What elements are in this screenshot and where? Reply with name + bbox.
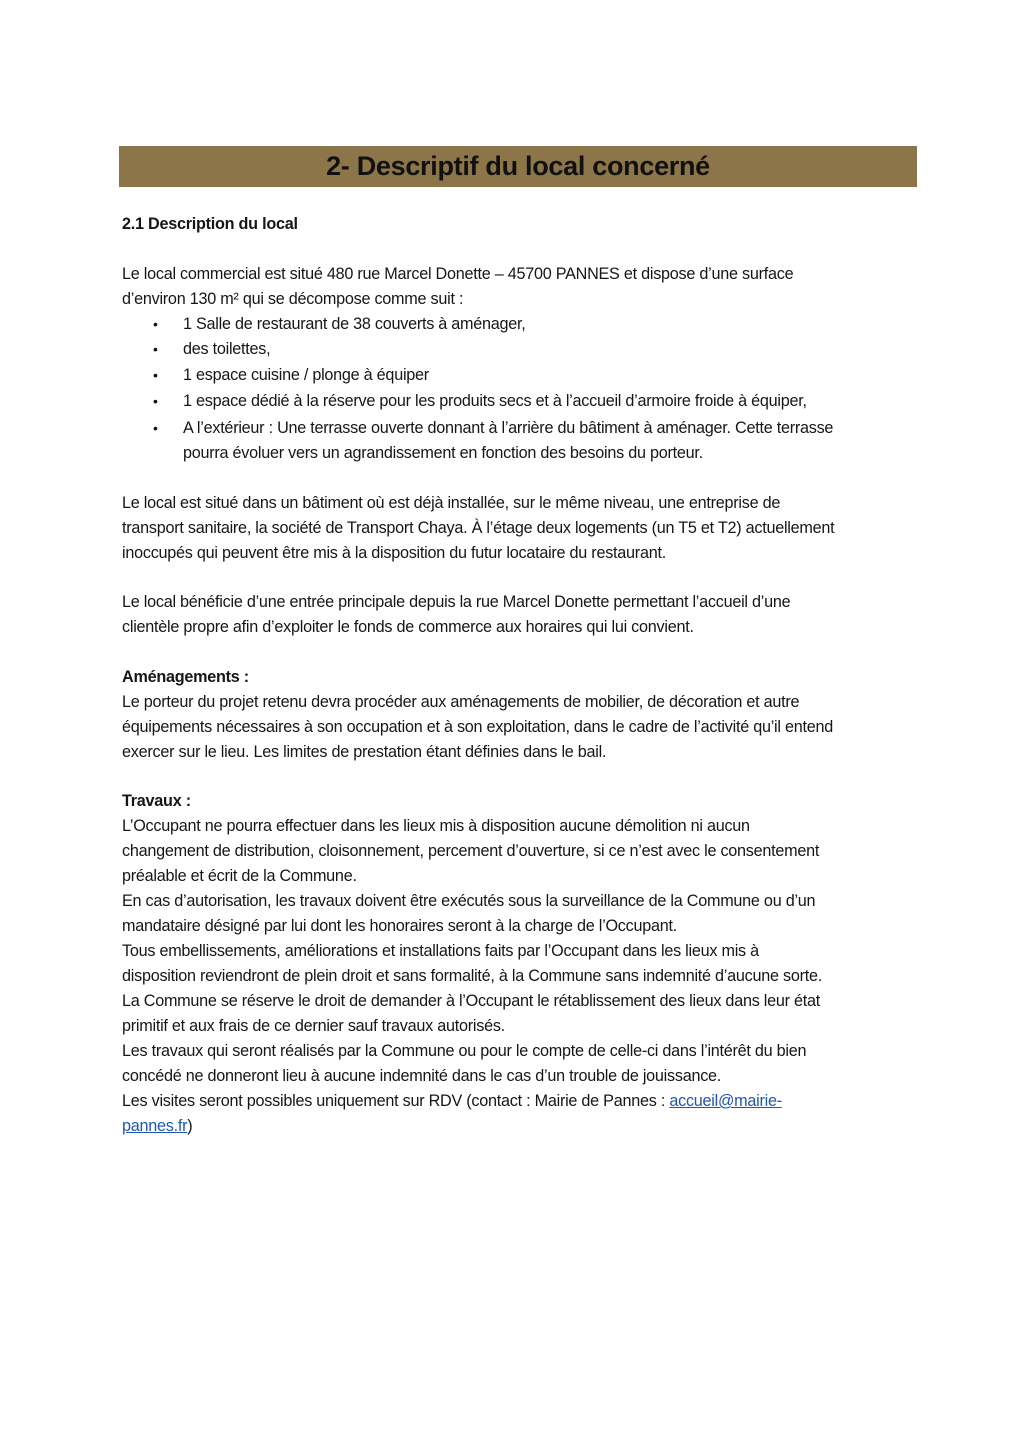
visits-line-continuation [122, 1114, 192, 1139]
paragraph-line: En cas d’autorisation, les travaux doivent être exécutés sous la surveillance de la Commune ou d’un [122, 892, 816, 910]
visits-line [122, 1089, 782, 1114]
paragraph-line: exercer sur le lieu. Les limites de prestation étant définies dans le bail. [122, 743, 607, 761]
paragraph-line: clientèle propre afin d’exploiter le fonds de commerce aux horaires qui lui convient. [122, 618, 694, 636]
visits-text: Les visites seront possibles uniquement sur RDV (contact : Mairie de Pannes : [122, 1092, 670, 1110]
paragraph-line: Tous embellissements, améliorations et installations faits par l’Occupant dans les lieux mis à [122, 942, 759, 960]
list-item: 1 espace dédié à la réserve pour les produits secs et à l’accueil d’armoire froide à équiper, [183, 392, 807, 410]
paragraph-line: L’Occupant ne pourra effectuer dans les lieux mis à disposition aucune démolition ni aucun [122, 817, 750, 835]
email-link[interactable]: accueil@mairie- [669, 1092, 782, 1110]
paragraph-line: préalable et écrit de la Commune. [122, 867, 357, 885]
paragraph-line: Le porteur du projet retenu devra procéder aux aménagements de mobilier, de décoration et autre [122, 693, 800, 711]
visits-suffix: ) [187, 1117, 193, 1135]
paragraph-line: disposition reviendront de plein droit et sans formalité, à la Commune sans indemnité d’aucune sorte. [122, 967, 822, 985]
amenagements-heading: Aménagements : [122, 668, 249, 686]
email-link-continuation[interactable]: pannes.fr [122, 1117, 188, 1135]
section-title: 2- Descriptif du local concerné [326, 151, 710, 181]
paragraph-line: mandataire désigné par lui dont les honoraires seront à la charge de l’Occupant. [122, 917, 678, 935]
paragraph-line: Les travaux qui seront réalisés par la Commune ou pour le compte de celle-ci dans l’intérêt du bien [122, 1042, 807, 1060]
bullet-icon: • [153, 367, 158, 383]
paragraph-line: transport sanitaire, la société de Transport Chaya. À l’étage deux logements (un T5 et T2) actuellement [122, 519, 835, 537]
paragraph-line: concédé ne donneront lieu à aucune indemnité dans le cas d’un trouble de jouissance. [122, 1067, 722, 1085]
paragraph-line: équipements nécessaires à son occupation et à son exploitation, dans le cadre de l’activité qu’il entend [122, 718, 833, 736]
bullet-icon: • [153, 420, 158, 436]
bullet-icon: • [153, 341, 158, 357]
paragraph-line: Le local est situé dans un bâtiment où est déjà installée, sur le même niveau, une entreprise de [122, 494, 781, 512]
paragraph-line: Le local bénéficie d’une entrée principale depuis la rue Marcel Donette permettant l’accueil d’une [122, 593, 791, 611]
list-item-continuation: pourra évoluer vers un agrandissement en fonction des besoins du porteur. [183, 444, 703, 462]
paragraph-line: inoccupés qui peuvent être mis à la disposition du futur locataire du restaurant. [122, 544, 666, 562]
paragraph-line: changement de distribution, cloisonnement, percement d’ouverture, si ce n’est avec le consentement [122, 842, 820, 860]
list-item: A l’extérieur : Une terrasse ouverte donnant à l’arrière du bâtiment à aménager. Cette terrasse [183, 419, 834, 437]
travaux-heading: Travaux : [122, 792, 191, 810]
bullet-icon: • [153, 393, 158, 409]
intro-line: d’environ 130 m² qui se décompose comme suit : [122, 290, 464, 308]
intro-line: Le local commercial est situé 480 rue Marcel Donette – 45700 PANNES et dispose d’une surface [122, 265, 794, 283]
section-banner [119, 146, 917, 187]
bullet-icon: • [153, 316, 158, 332]
paragraph-line: La Commune se réserve le droit de demander à l’Occupant le rétablissement des lieux dans leur état [122, 992, 821, 1010]
paragraph-line: primitif et aux frais de ce dernier sauf travaux autorisés. [122, 1017, 505, 1035]
subsection-title: 2.1 Description du local [122, 215, 298, 233]
list-item: 1 Salle de restaurant de 38 couverts à aménager, [183, 315, 526, 333]
list-item: 1 espace cuisine / plonge à équiper [183, 366, 429, 384]
list-item: des toilettes, [183, 340, 271, 358]
